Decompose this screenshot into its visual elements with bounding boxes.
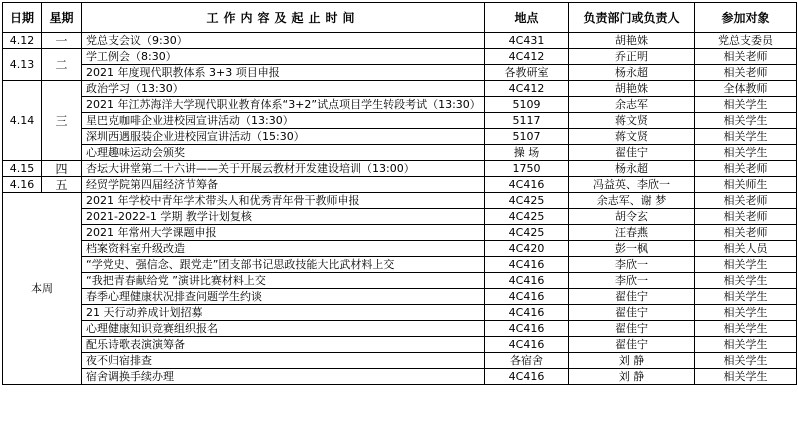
table-row bbox=[3, 257, 797, 273]
location-cell: 4C412 bbox=[485, 81, 569, 97]
responsible-cell: 李欣一 bbox=[569, 273, 695, 289]
location-cell: 1750 bbox=[485, 161, 569, 177]
table-row bbox=[3, 113, 797, 129]
location-cell: 4C420 bbox=[485, 241, 569, 257]
work-cell: 2021 年度现代职教体系 3+3 项目申报 bbox=[82, 65, 485, 81]
participants-cell: 相关学生 bbox=[695, 305, 797, 321]
table-row bbox=[3, 193, 797, 209]
weekday-cell: 二 bbox=[42, 49, 82, 81]
location-cell: 5107 bbox=[485, 129, 569, 145]
responsible-cell: 冯益英、李欣一 bbox=[569, 177, 695, 193]
date-cell: 4.16 bbox=[3, 177, 42, 193]
work-cell: 档案资料室升级改造 bbox=[82, 241, 485, 257]
location-cell: 4C416 bbox=[485, 177, 569, 193]
location-cell: 4C416 bbox=[485, 305, 569, 321]
table-row bbox=[3, 209, 797, 225]
responsible-cell: 刘 静 bbox=[569, 353, 695, 369]
work-cell: 星巴克咖啡企业进校园宣讲活动（13:30） bbox=[82, 113, 485, 129]
responsible-cell: 余志军 bbox=[569, 97, 695, 113]
responsible-cell: 余志军、谢 梦 bbox=[569, 193, 695, 209]
weekday-cell: 五 bbox=[42, 177, 82, 193]
participants-cell: 相关学生 bbox=[695, 353, 797, 369]
date-cell: 本周 bbox=[3, 193, 82, 385]
header-participants: 参加对象 bbox=[695, 3, 797, 33]
table-row bbox=[3, 129, 797, 145]
date-cell: 4.14 bbox=[3, 81, 42, 161]
table-row bbox=[3, 353, 797, 369]
participants-cell: 全体教师 bbox=[695, 81, 797, 97]
responsible-cell: 蒋文贤 bbox=[569, 113, 695, 129]
participants-cell: 相关学生 bbox=[695, 257, 797, 273]
work-cell: 经贸学院第四届经济节筹备 bbox=[82, 177, 485, 193]
responsible-cell: 彭一枫 bbox=[569, 241, 695, 257]
table-row bbox=[3, 289, 797, 305]
responsible-cell: 蒋文贤 bbox=[569, 129, 695, 145]
participants-cell: 相关老师 bbox=[695, 193, 797, 209]
responsible-cell: 翟佳宁 bbox=[569, 145, 695, 161]
header-date: 日期 bbox=[3, 3, 42, 33]
participants-cell: 相关学生 bbox=[695, 145, 797, 161]
location-cell: 操 场 bbox=[485, 145, 569, 161]
participants-cell: 党总支委员 bbox=[695, 33, 797, 49]
responsible-cell: 翟佳宁 bbox=[569, 337, 695, 353]
participants-cell: 相关学生 bbox=[695, 369, 797, 385]
responsible-cell: 翟佳宁 bbox=[569, 305, 695, 321]
work-cell: 心理健康知识竞赛组织报名 bbox=[82, 321, 485, 337]
work-cell: 学工例会（8:30） bbox=[82, 49, 485, 65]
table-row bbox=[3, 225, 797, 241]
location-cell: 各教研室 bbox=[485, 65, 569, 81]
work-cell: 春季心理健康状况排查问题学生约谈 bbox=[82, 289, 485, 305]
header-work: 工作内容及起止时间 bbox=[82, 3, 485, 33]
weekday-cell: 三 bbox=[42, 81, 82, 161]
participants-cell: 相关学生 bbox=[695, 273, 797, 289]
participants-cell: 相关学生 bbox=[695, 129, 797, 145]
work-cell: 政治学习（13:30） bbox=[82, 81, 485, 97]
participants-cell: 相关老师 bbox=[695, 161, 797, 177]
responsible-cell: 李欣一 bbox=[569, 257, 695, 273]
location-cell: 4C416 bbox=[485, 273, 569, 289]
responsible-cell: 胡艳姝 bbox=[569, 81, 695, 97]
responsible-cell: 乔正明 bbox=[569, 49, 695, 65]
responsible-cell: 胡艳姝 bbox=[569, 33, 695, 49]
table-row bbox=[3, 161, 797, 177]
responsible-cell: 杨永超 bbox=[569, 161, 695, 177]
location-cell: 4C425 bbox=[485, 193, 569, 209]
table-row bbox=[3, 273, 797, 289]
participants-cell: 相关老师 bbox=[695, 65, 797, 81]
location-cell: 4C416 bbox=[485, 257, 569, 273]
header-row bbox=[3, 3, 797, 33]
location-cell: 各宿舍 bbox=[485, 353, 569, 369]
work-cell: “学党史、强信念、跟党走”团支部书记思政技能大比武材料上交 bbox=[82, 257, 485, 273]
responsible-cell: 汪春燕 bbox=[569, 225, 695, 241]
table-row bbox=[3, 337, 797, 353]
location-cell: 5117 bbox=[485, 113, 569, 129]
work-cell: 党总支会议（9:30） bbox=[82, 33, 485, 49]
participants-cell: 相关人员 bbox=[695, 241, 797, 257]
location-cell: 4C416 bbox=[485, 321, 569, 337]
table-row bbox=[3, 81, 797, 97]
participants-cell: 相关学生 bbox=[695, 337, 797, 353]
date-cell: 4.15 bbox=[3, 161, 42, 177]
responsible-cell: 翟佳宁 bbox=[569, 289, 695, 305]
table-row bbox=[3, 321, 797, 337]
table-row bbox=[3, 369, 797, 385]
table-row bbox=[3, 305, 797, 321]
location-cell: 4C416 bbox=[485, 369, 569, 385]
schedule-body bbox=[3, 33, 797, 385]
weekday-cell: 一 bbox=[42, 33, 82, 49]
work-cell: 2021-2022-1 学期 教学计划复核 bbox=[82, 209, 485, 225]
table-row bbox=[3, 241, 797, 257]
work-cell: 2021 年江苏海洋大学现代职业教育体系“3+2”试点项目学生转段考试（13:30） bbox=[82, 97, 485, 113]
table-row bbox=[3, 49, 797, 65]
table-row bbox=[3, 145, 797, 161]
weekday-cell: 四 bbox=[42, 161, 82, 177]
participants-cell: 相关师生 bbox=[695, 177, 797, 193]
location-cell: 4C431 bbox=[485, 33, 569, 49]
location-cell: 4C425 bbox=[485, 225, 569, 241]
work-cell: 21 天行动养成计划招募 bbox=[82, 305, 485, 321]
table-row bbox=[3, 97, 797, 113]
participants-cell: 相关老师 bbox=[695, 225, 797, 241]
responsible-cell: 刘 静 bbox=[569, 369, 695, 385]
work-cell: 2021 年常州大学课题申报 bbox=[82, 225, 485, 241]
header-responsible: 负责部门或负责人 bbox=[569, 3, 695, 33]
participants-cell: 相关学生 bbox=[695, 289, 797, 305]
participants-cell: 相关学生 bbox=[695, 321, 797, 337]
location-cell: 4C416 bbox=[485, 289, 569, 305]
location-cell: 4C416 bbox=[485, 337, 569, 353]
table-row bbox=[3, 65, 797, 81]
header-location: 地点 bbox=[485, 3, 569, 33]
participants-cell: 相关老师 bbox=[695, 49, 797, 65]
date-cell: 4.13 bbox=[3, 49, 42, 81]
participants-cell: 相关学生 bbox=[695, 113, 797, 129]
work-cell: 宿舍调换手续办理 bbox=[82, 369, 485, 385]
location-cell: 4C425 bbox=[485, 209, 569, 225]
participants-cell: 相关老师 bbox=[695, 209, 797, 225]
work-cell: “我把青春献给党 ”演讲比赛材料上交 bbox=[82, 273, 485, 289]
location-cell: 5109 bbox=[485, 97, 569, 113]
work-cell: 心理趣味运动会颁奖 bbox=[82, 145, 485, 161]
weekly-schedule-table bbox=[2, 2, 797, 385]
work-cell: 2021 年学校中青年学术带头人和优秀青年骨干教师申报 bbox=[82, 193, 485, 209]
responsible-cell: 胡令玄 bbox=[569, 209, 695, 225]
location-cell: 4C412 bbox=[485, 49, 569, 65]
work-cell: 配乐诗歌表演演筹备 bbox=[82, 337, 485, 353]
work-cell: 夜不归宿排查 bbox=[82, 353, 485, 369]
table-row bbox=[3, 177, 797, 193]
work-cell: 深圳西遇服装企业进校园宣讲活动（15:30） bbox=[82, 129, 485, 145]
table-row bbox=[3, 33, 797, 49]
header-weekday: 星期 bbox=[42, 3, 82, 33]
participants-cell: 相关学生 bbox=[695, 97, 797, 113]
responsible-cell: 杨永超 bbox=[569, 65, 695, 81]
date-cell: 4.12 bbox=[3, 33, 42, 49]
work-cell: 杏坛大讲堂第二十六讲——关于开展云教材开发建设培训（13:00） bbox=[82, 161, 485, 177]
responsible-cell: 翟佳宁 bbox=[569, 321, 695, 337]
